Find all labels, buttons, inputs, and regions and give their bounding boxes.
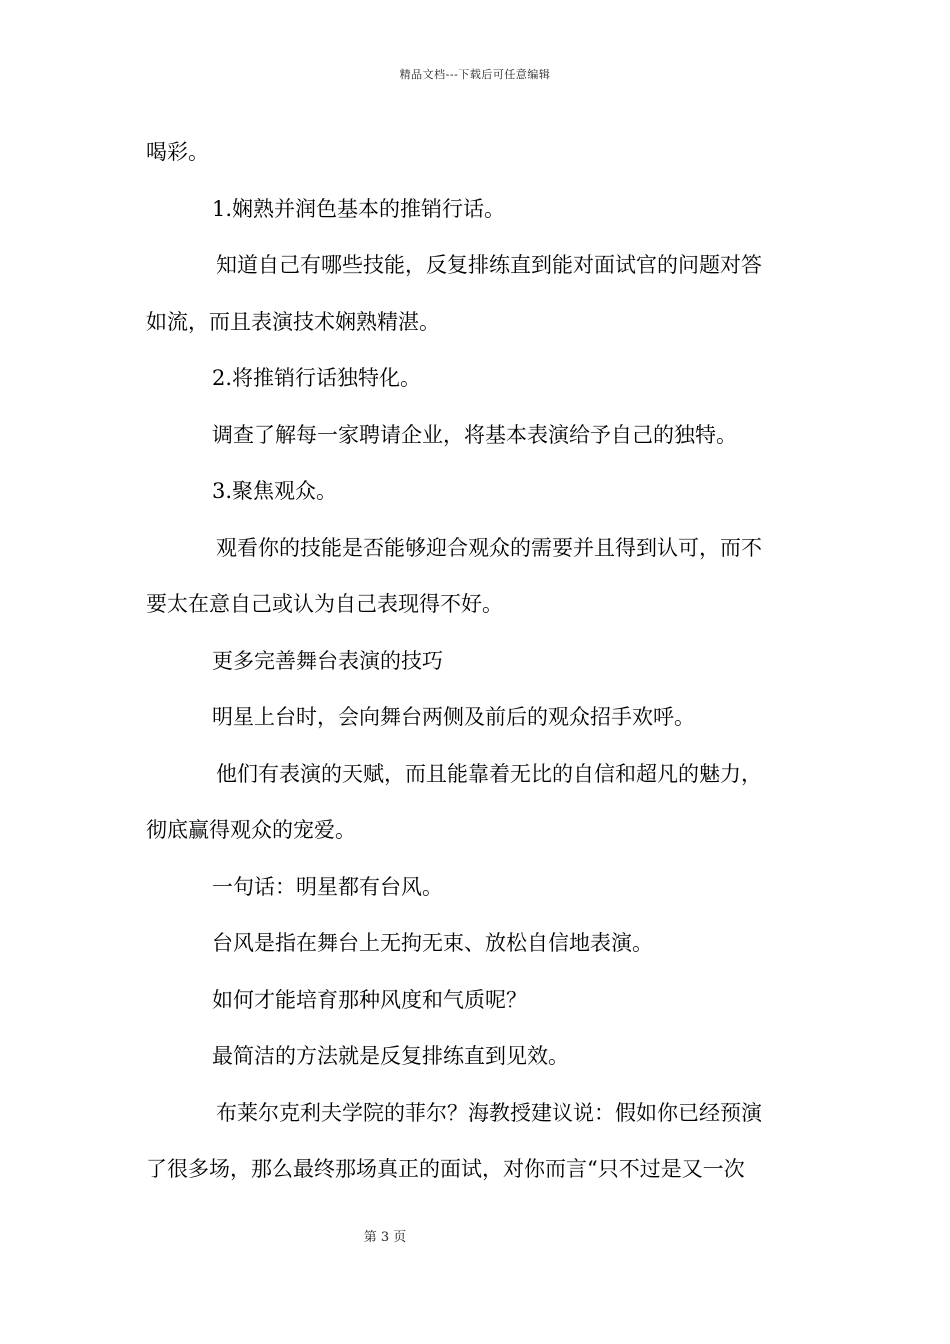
paragraph-line: 如何才能培育那种风度和气质呢？ — [212, 987, 527, 1012]
paragraph-line: 明星上台时，会向舞台两侧及前后的观众招手欢呼。 — [212, 705, 695, 729]
document-body — [146, 132, 806, 1206]
paragraph-line: 最简洁的方法就是反复排练直到见效。 — [212, 1044, 569, 1068]
paragraph-line: 要太在意自己或认为自己表现得不好。 — [146, 592, 503, 616]
paragraph-line: 布莱尔克利夫学院的菲尔？海教授建议说：假如你已经预演 — [216, 1100, 762, 1125]
paragraph-line: 了很多场，那么最终那场真正的面试，对你而言“只不过是又一次 — [146, 1157, 745, 1181]
paragraph-line: 观看你的技能是否能够迎合观众的需要并且得到认可，而不 — [216, 535, 762, 560]
paragraph-line: 1.娴熟并润色基本的推销行话。 — [212, 196, 506, 221]
paragraph-line: 台风是指在舞台上无拘无束、放松自信地表演。 — [212, 931, 653, 955]
paragraph-line: 更多完善舞台表演的技巧 — [212, 648, 443, 673]
paragraph-line: 2.将推销行话独特化。 — [212, 366, 422, 390]
paragraph-line: 调查了解每一家聘请企业，将基本表演给予自己的独特。 — [212, 422, 737, 447]
paragraph-line: 喝彩。 — [146, 140, 209, 164]
page-number: 第 3 页 — [363, 1230, 407, 1245]
paragraph-line: 一句话：明星都有台风。 — [212, 874, 443, 899]
paragraph-line: 他们有表演的天赋，而且能靠着无比的自信和超凡的魅力， — [216, 761, 762, 786]
paragraph-line: 知道自己有哪些技能，反复排练直到能对面试官的问题对答 — [216, 253, 762, 277]
paragraph-line: 彻底赢得观众的宠爱。 — [146, 818, 356, 842]
paragraph-line: 如流，而且表演技术娴熟精湛。 — [146, 309, 440, 334]
paragraph-line: 3.聚焦观众。 — [212, 479, 338, 503]
page-header: 精品文档---下载后可任意编辑 — [399, 68, 551, 81]
